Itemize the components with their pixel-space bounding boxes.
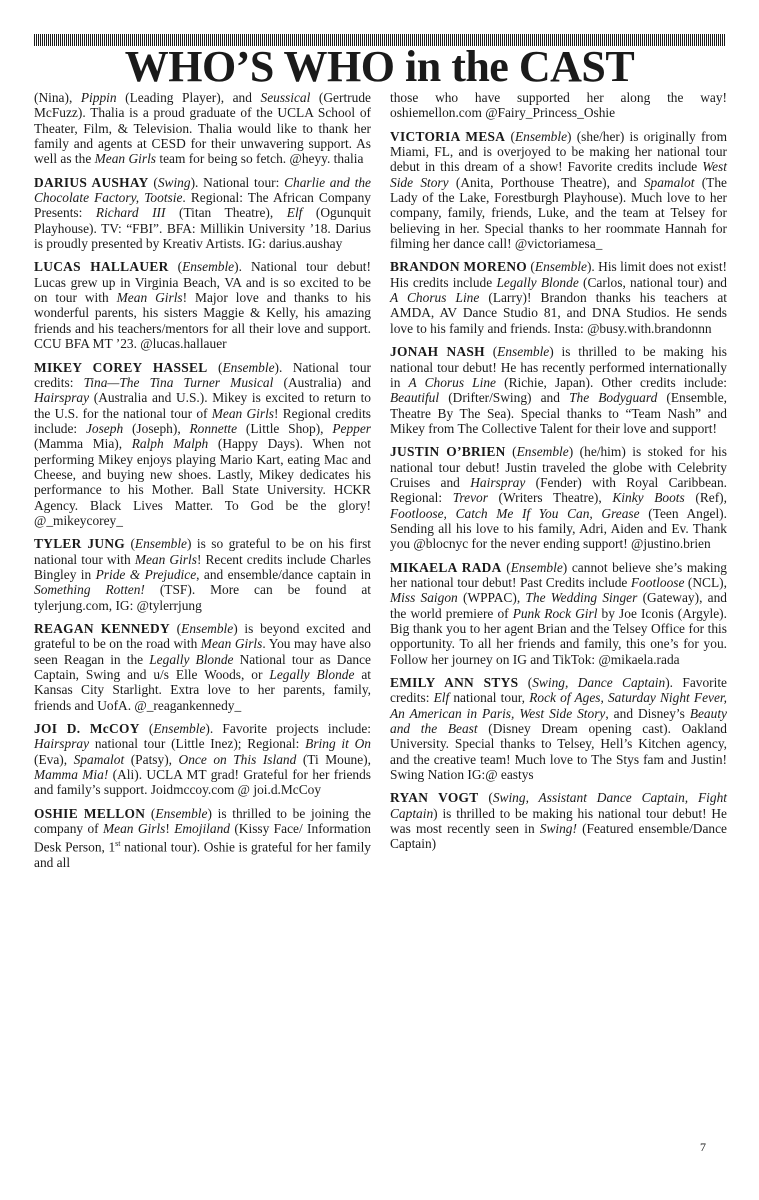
bio-text: (Nina), bbox=[34, 90, 81, 105]
cast-member-name: LUCAS HALLAUER bbox=[34, 259, 169, 275]
bio-text: by Joe Iconis (Argyle). Big thank you to her agent Brian and the Telsey Office for this opportunity. To all her friends and family, this one’s for you. Follow her journey on IG and TikTok: @mikaela.rada bbox=[390, 605, 727, 667]
bio-text: ). His limit does not exist! His credits include bbox=[390, 259, 727, 290]
bio-title-text: Ensemble bbox=[182, 259, 235, 275]
cast-bio bbox=[34, 259, 371, 351]
cast-member-name: JONAH NASH bbox=[390, 344, 485, 360]
bio-text: ) is beyond excited and grateful to be on the road with bbox=[34, 621, 371, 652]
cast-bio bbox=[34, 536, 371, 613]
cast-bio bbox=[390, 675, 727, 782]
cast-bio bbox=[390, 90, 727, 121]
bio-title-text: Ensemble bbox=[516, 444, 569, 460]
bio-text: national tour). Oshie is grateful for her family and all bbox=[34, 839, 371, 871]
bio-text: ( bbox=[125, 536, 135, 552]
cast-member-name: RYAN VOGT bbox=[390, 790, 479, 806]
bio-title-text: Hairspray bbox=[34, 390, 90, 406]
bio-title-text: Ensemble bbox=[497, 344, 550, 360]
bio-title-text: Charlie and the Chocolate Factory, Tootsie bbox=[34, 174, 371, 206]
bio-title-text: Joseph bbox=[85, 420, 124, 436]
bio-title-text: Ensemble bbox=[181, 621, 234, 636]
cast-bio bbox=[34, 621, 371, 713]
bio-text: (Gertrude McFuzz). Thalia is a proud graduate of the UCLA School of Theater, Film, & Television. Thalia would like to thank her family and agents at CESD for their unwavering support. As well as the bbox=[34, 90, 371, 167]
bio-text: ( bbox=[501, 559, 511, 575]
bio-title-text: Emojiland bbox=[174, 821, 230, 837]
bio-text: , and Disney’s bbox=[605, 705, 690, 721]
page-number: 7 bbox=[700, 1140, 706, 1154]
bio-text: ) is so grateful to be on his first national tour with bbox=[34, 536, 372, 567]
cast-bio bbox=[390, 259, 727, 336]
cast-bio bbox=[390, 129, 727, 252]
bio-text: ! bbox=[165, 821, 175, 837]
bio-text: . You may have also seen Reagan in the bbox=[34, 636, 371, 667]
bio-title-text: Beauty and the Beast bbox=[390, 705, 727, 737]
bio-text: ! Recent credits include Charles Bingley in bbox=[34, 551, 371, 582]
bio-text: ) (he/him) is stoked for his national tour debut! Justin traveled the globe with Celebrity Cruises and bbox=[390, 444, 727, 490]
bio-column-right bbox=[390, 90, 727, 860]
bio-title-text: Ensemble bbox=[534, 259, 587, 275]
bio-text: ( bbox=[484, 344, 498, 360]
bio-text: (Patsy), bbox=[124, 751, 179, 767]
bio-text: ! Major love and thanks to his wonderful parents, his sisters Maggie & Kelly, his amazing friends and his teachers/mentors for all their love and support. CCU BFA MT ’23. @lucas.hallauer bbox=[34, 290, 371, 352]
bio-title-text: Punk Rock Girl bbox=[512, 605, 598, 621]
bio-title-text: Trevor bbox=[452, 490, 488, 506]
bio-title-text: Something Rotten! bbox=[34, 582, 145, 598]
bio-title-text: Spamalot bbox=[643, 174, 695, 190]
cast-member-name: JOI D. McCOY bbox=[34, 721, 140, 737]
bio-title-text: Mean Girls bbox=[134, 551, 197, 567]
bio-title-text: Elf bbox=[433, 690, 450, 706]
cast-bio bbox=[34, 806, 371, 871]
cast-member-name: VICTORIA MESA bbox=[390, 128, 506, 144]
bio-text: team for being so fetch. @heyy. thalia bbox=[156, 151, 364, 167]
bio-text: (The Lady of the Lake, Forestburgh Playhouse). Much love to her company, family, friends, Luke, and the team at Telsey for believing in her. Special thanks to her roommate Hannah for filming her dance call! @victoriamesa_ bbox=[390, 174, 727, 252]
bio-text: (Richie, Japan). Other credits include: bbox=[495, 374, 727, 390]
bio-title-text: Legally Blonde bbox=[269, 667, 355, 683]
bio-title-text: Bring it On bbox=[305, 736, 371, 752]
bio-text: ( bbox=[518, 675, 533, 691]
bio-title-text: Seussical bbox=[260, 90, 311, 105]
bio-title-text: Kinky Boots bbox=[612, 490, 685, 506]
cast-bio bbox=[390, 790, 727, 851]
bio-title-text: Spamalot bbox=[73, 751, 125, 767]
bio-text: ). National tour debut! Lucas grew up in Virginia Beach, VA and is so excited to be on tour with bbox=[34, 259, 371, 306]
bio-text: ). Favorite credits: bbox=[390, 675, 727, 706]
bio-title-text: Ensemble bbox=[134, 536, 187, 552]
bio-title-text: Legally Blonde bbox=[496, 274, 579, 290]
bio-text: (Ensemble, Theatre By The Sea). Special thanks to “Team Nash” and Mikey from The Collective Talent for their love and support! bbox=[390, 390, 727, 436]
bio-title-text: Mean Girls bbox=[102, 821, 166, 837]
cast-member-name: JUSTIN O’BRIEN bbox=[390, 444, 506, 460]
cast-member-name: TYLER JUNG bbox=[34, 536, 126, 552]
bio-text: ( bbox=[145, 805, 156, 821]
bio-title-text: A Chorus Line bbox=[408, 374, 496, 390]
bio-text: , and ensemble/dance captain in bbox=[196, 566, 371, 582]
bio-title-text: Ralph Malph bbox=[131, 436, 209, 452]
bio-text: ( bbox=[148, 174, 158, 190]
bio-text: ( bbox=[505, 444, 517, 460]
bio-title-text: Ensemble bbox=[514, 128, 568, 144]
bio-text: ). National tour: bbox=[190, 174, 285, 190]
bio-title-text: Elf bbox=[286, 205, 303, 221]
cast-member-name: MIKAELA RADA bbox=[390, 559, 502, 575]
bio-title-text: Pippin bbox=[80, 90, 117, 105]
bio-text: ( bbox=[139, 721, 154, 737]
bio-text: (Ogunquit Playhouse). TV: “FBI”. BFA: Millikin University ’18. Darius is proudly presented by Kreativ Artists. IG: darius.aushay bbox=[34, 205, 371, 252]
bio-text: (Gateway), and the world premiere of bbox=[390, 590, 728, 621]
bio-title-text: Swing, Assistant Dance Captain, Fight Captain bbox=[390, 790, 728, 821]
bio-text: (TSF). More can be found at tylerjung.com, IG: @tylerrjung bbox=[34, 582, 371, 613]
bio-title-text: The Bodyguard bbox=[569, 390, 658, 406]
bio-title-text: Tina—The Tina Turner Musical bbox=[83, 374, 274, 390]
bio-text: (Australia) and bbox=[273, 374, 371, 390]
bio-title-text: A Chorus Line bbox=[390, 290, 480, 306]
bio-text: st bbox=[115, 839, 121, 849]
cast-bio bbox=[34, 175, 371, 252]
cast-member-name: REAGAN KENNEDY bbox=[34, 621, 170, 636]
bio-title-text: Ronnette bbox=[189, 420, 238, 436]
bio-text: ) cannot believe she’s making her national tour debut! Past Credits include bbox=[390, 559, 728, 590]
bio-title-text: Mean Girls bbox=[200, 636, 263, 652]
bio-column-left bbox=[34, 90, 371, 879]
bio-text: (Titan Theatre), bbox=[165, 205, 287, 221]
bio-text: (Kissy Face/ Information Desk Person, 1 bbox=[34, 821, 371, 855]
bio-title-text: The Wedding Singer bbox=[525, 590, 638, 606]
bio-title-text: Pride & Prejudice bbox=[95, 566, 197, 582]
cast-bio bbox=[34, 360, 371, 529]
bio-title-text: Mean Girls bbox=[94, 151, 156, 167]
bio-text: (Australia and U.S.). Mikey is excited to return to the U.S. for the national tour of bbox=[34, 390, 371, 421]
bio-title-text: West Side Story bbox=[390, 159, 727, 190]
bio-title-text: Miss Saigon bbox=[390, 590, 458, 606]
bio-text: (Featured ensemble/Dance Captain) bbox=[390, 821, 727, 852]
bio-title-text: Pepper bbox=[332, 420, 371, 436]
bio-text: ) is thrilled to be joining the company of bbox=[34, 805, 371, 837]
bio-text: (Larry)! Brandon thanks his teachers at AMDA, AV Dance Studio 81, and DNA Studios. He sends love to his family and friends. Insta: @busy.with.brandonnn bbox=[390, 290, 727, 336]
cast-member-name: MIKEY COREY HASSEL bbox=[34, 359, 208, 375]
bio-text: ( bbox=[505, 128, 515, 144]
bio-text: national tour (Little Inez); Regional: bbox=[89, 736, 306, 752]
bio-title-text: Once on This Island bbox=[178, 751, 297, 767]
bio-text: ( bbox=[478, 790, 493, 806]
bio-text: (Carlos, national tour) and bbox=[578, 274, 727, 290]
bio-text: (Happy Days). When not performing Mikey enjoys playing Mario Kart, eating Mac and Cheese, and buying new shoes. Lastly, Mikey dedicates his performance to his Mother. Ball State University. HCKR Agency. Black Lives Matter. To God be the glory! @_mikeycorey_ bbox=[34, 436, 372, 528]
bio-text: (Ref), bbox=[684, 490, 727, 506]
bio-text: (NCL), bbox=[684, 574, 727, 590]
cast-bio bbox=[34, 90, 371, 167]
bio-text: ). National tour credits: bbox=[34, 359, 372, 390]
bio-text: at Kansas City Starlight. Extra love to her parents, family, friends and UofA. @_reagankennedy_ bbox=[34, 667, 371, 713]
bio-text: ) (she/her) is originally from Miami, FL, and is overjoyed to be making her national tour debut in this dream of a show! Favorite credits include bbox=[390, 128, 727, 175]
bio-title-text: Mean Girls bbox=[116, 290, 183, 306]
bio-title-text: Rock of Ages, Saturday Night Fever, An American in Paris, West Side Story bbox=[390, 690, 727, 721]
cast-bio bbox=[34, 721, 371, 798]
cast-member-name: BRANDON MORENO bbox=[390, 259, 528, 275]
bio-text: those who have supported her along the way! oshiemellon.com @Fairy_Princess_Oshie bbox=[390, 90, 727, 121]
bio-text: ) is thrilled to be making his national tour debut! He has recently performed internationally in bbox=[390, 344, 728, 390]
bio-title-text: Ensemble bbox=[222, 359, 275, 375]
bio-text: (Writers Theatre), bbox=[487, 490, 613, 506]
cast-member-name: DARIUS AUSHAY bbox=[34, 174, 149, 190]
bio-text: (Eva), bbox=[34, 751, 74, 767]
bio-text: ! Regional credits include: bbox=[34, 405, 372, 436]
bio-title-text: Beautiful bbox=[390, 390, 440, 406]
bio-text: national tour, bbox=[449, 690, 530, 706]
bio-text: (Fender) with Royal Caribbean. Regional: bbox=[390, 474, 727, 506]
bio-title-text: Ensemble bbox=[155, 805, 208, 821]
page-title: WHO’S WHO in the CAST bbox=[124, 42, 635, 91]
bio-text: (Mamma Mia), bbox=[34, 436, 132, 452]
cast-member-name: EMILY ANN STYS bbox=[390, 675, 519, 691]
bio-text: ) is thrilled to be making his national tour debut! He was most recently seen in bbox=[390, 805, 727, 837]
bio-text: ( bbox=[169, 621, 182, 636]
bio-title-text: Swing! bbox=[539, 821, 577, 837]
bio-text: (Anita, Porthouse Theatre), and bbox=[448, 174, 644, 190]
bio-text: (Joseph), bbox=[123, 420, 190, 436]
bio-text: ( bbox=[168, 259, 183, 275]
bio-title-text: Ensemble bbox=[153, 721, 206, 737]
bio-text: (Drifter/Swing) and bbox=[439, 390, 570, 406]
bio-text: (Leading Player), and bbox=[116, 90, 261, 105]
bio-text: (Ali). UCLA MT grad! Grateful for her friends and family’s support. Joidmccoy.com @ joi.d.McCoy bbox=[34, 767, 371, 798]
bio-title-text: Hairspray bbox=[470, 474, 526, 490]
bio-title-text: Legally Blonde bbox=[149, 651, 234, 667]
bio-text: (Ti Moune), bbox=[296, 751, 371, 767]
bio-text: ( bbox=[207, 359, 223, 375]
bio-text: National tour as Dance Captain, Swing and u/s Elle Woods, or bbox=[34, 651, 371, 683]
bio-text: . Regional: The African Company Presents: bbox=[34, 190, 371, 221]
bio-text: (Disney Dream opening cast). Oakland University. Special thanks to Telsey, Hell’s Kitchen agency, and the creative team! Much love to The Stys fam and Justin! Swing Nation IG:@ eastys bbox=[390, 721, 727, 783]
bio-text: (WPPAC), bbox=[457, 590, 526, 606]
cast-bio bbox=[390, 444, 727, 551]
bio-text: ). Favorite projects include: bbox=[205, 721, 371, 737]
bio-title-text: Hairspray bbox=[34, 736, 90, 752]
bio-title-text: Footloose bbox=[630, 574, 685, 590]
bio-text: ( bbox=[527, 259, 535, 275]
bio-title-text: Mamma Mia! bbox=[34, 767, 109, 783]
bio-text: (Little Shop), bbox=[237, 420, 333, 436]
bio-title-text: Ensemble bbox=[510, 559, 563, 575]
bio-title-text: Swing bbox=[157, 174, 191, 190]
cast-bio bbox=[390, 344, 727, 436]
cast-bio bbox=[390, 560, 727, 667]
bio-title-text: Richard III bbox=[95, 205, 166, 221]
bio-title-text: Mean Girls bbox=[211, 405, 275, 421]
bio-text: (Teen Angel). Sending all his love to his family, Adri, Aiden and Ev. Thank you @blocnyc for the never ending support! @justino.brien bbox=[390, 505, 727, 552]
bio-title-text: Footloose, Catch Me If You Can, Grease bbox=[390, 505, 640, 521]
bio-title-text: Swing, Dance Captain bbox=[532, 675, 666, 691]
cast-member-name: OSHIE MELLON bbox=[34, 805, 146, 821]
